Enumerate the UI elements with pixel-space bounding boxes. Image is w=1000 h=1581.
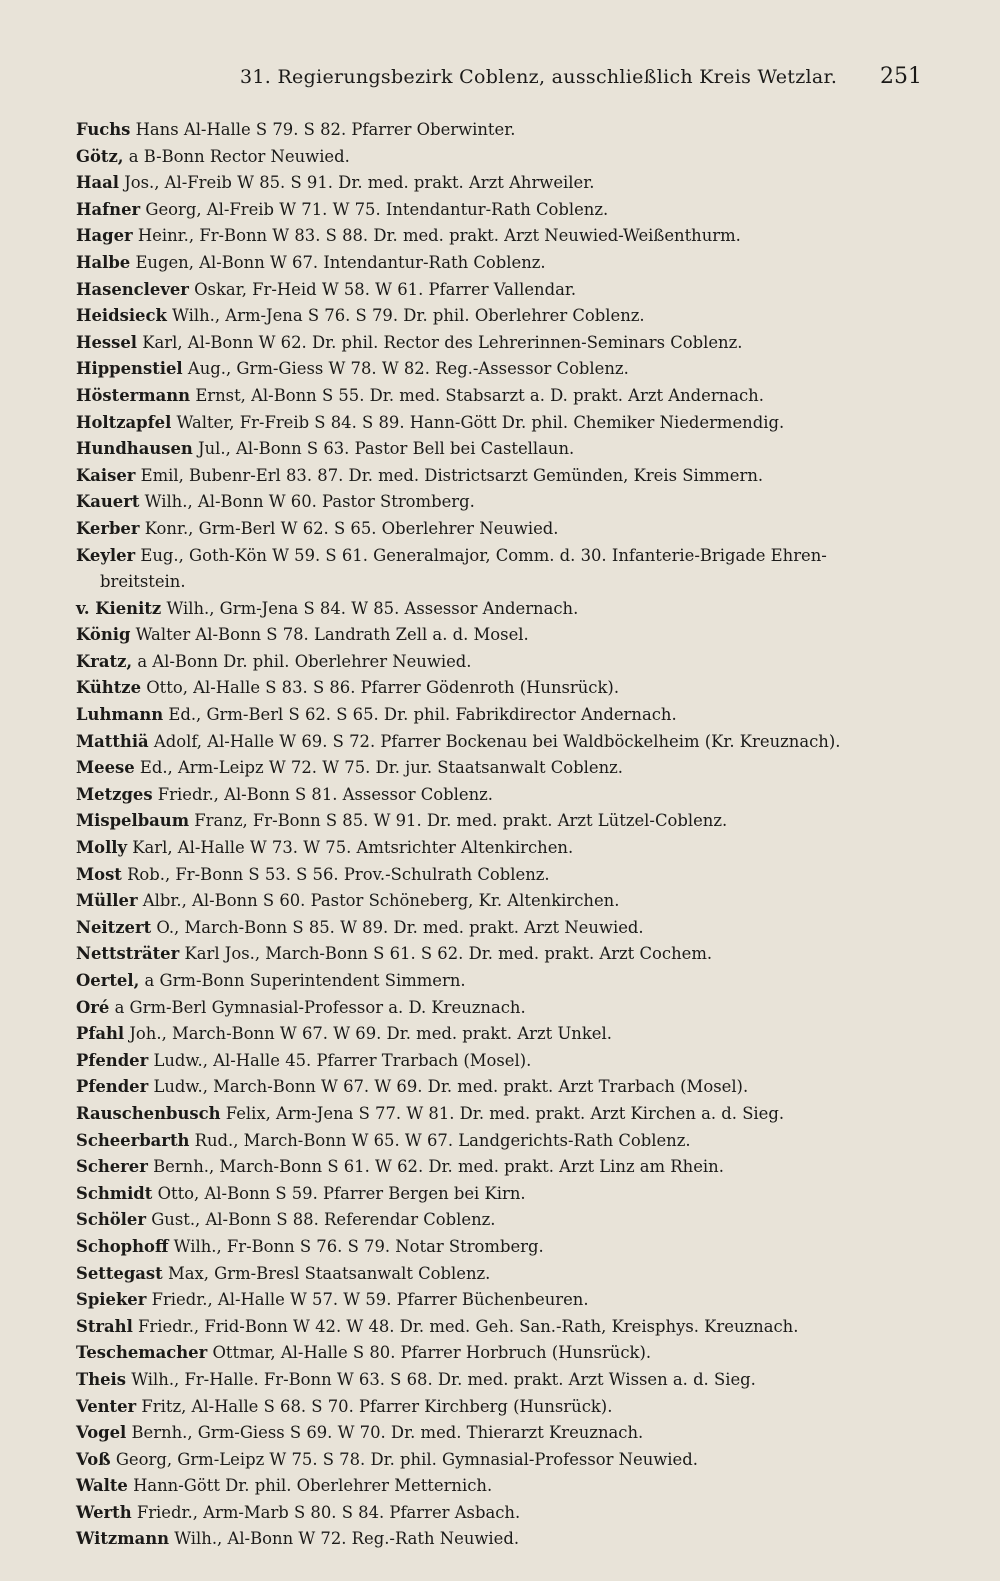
entry-surname: Holtzapfel xyxy=(76,412,172,432)
entry-details: Emil, Bubenr-Erl 83. 87. Dr. med. Districtsarzt Gemünden, Kreis Simmern. xyxy=(140,465,764,485)
list-item xyxy=(76,516,936,543)
list-item xyxy=(76,1340,936,1367)
entry-surname: Hundhausen xyxy=(76,439,193,459)
list-item xyxy=(76,1394,936,1421)
list-item xyxy=(76,330,936,357)
entry-details: Ernst, Al-Bonn S 55. Dr. med. Stabsarzt a. D. prakt. Arzt Andernach. xyxy=(195,385,764,405)
entry-details: Franz, Fr-Bonn S 85. W 91. Dr. med. prakt. Arzt Lützel-Coblenz. xyxy=(194,811,728,831)
list-item xyxy=(76,1234,936,1261)
entry-surname: Matthiä xyxy=(76,731,149,751)
entry-surname: Vogel xyxy=(76,1423,127,1443)
list-item xyxy=(76,729,936,756)
entry-details: Felix, Arm-Jena S 77. W 81. Dr. med. prakt. Arzt Kirchen a. d. Sieg. xyxy=(225,1103,785,1123)
entry-details: Friedr., Al-Halle W 57. W 59. Pfarrer Büchenbeuren. xyxy=(151,1290,589,1310)
entry-surname: Heidsieck xyxy=(76,306,167,326)
list-item xyxy=(76,941,936,968)
list-item xyxy=(76,862,936,889)
entry-details: a Grm-Bonn Superintendent Simmern. xyxy=(144,971,466,990)
entry-details: Rob., Fr-Bonn S 53. S 56. Prov.-Schulrath Coblenz. xyxy=(127,864,550,884)
entry-surname: Kerber xyxy=(76,518,140,538)
entry-details: Bernh., Grm-Giess S 69. W 70. Dr. med. Thierarzt Kreuznach. xyxy=(131,1423,644,1443)
list-item xyxy=(76,755,936,782)
list-item xyxy=(76,223,936,250)
entry-details: Ed., Arm-Leipz W 72. W 75. Dr. jur. Staatsanwalt Coblenz. xyxy=(139,758,624,778)
list-item xyxy=(76,1473,936,1500)
list-item xyxy=(76,250,936,277)
entry-details: Walter, Fr-Freib S 84. S 89. Hann-Gött Dr. phil. Chemiker Niedermendig. xyxy=(176,412,785,432)
entry-surname: Kaiser xyxy=(76,465,136,485)
list-item xyxy=(76,117,936,144)
running-title: 31. Regierungsbezirk Coblenz, ausschließlich Kreis Wetzlar. xyxy=(240,66,838,88)
entry-details: Walter Al-Bonn S 78. Landrath Zell a. d. Mosel. xyxy=(135,625,529,645)
list-item xyxy=(76,622,936,649)
list-item xyxy=(76,1367,936,1394)
entry-details: Oskar, Fr-Heid W 58. W 61. Pfarrer Vallendar. xyxy=(194,279,577,299)
entry-surname: Hafner xyxy=(76,199,141,219)
entry-list xyxy=(76,117,936,1553)
list-item xyxy=(76,1420,936,1447)
list-item xyxy=(76,702,936,729)
entry-details: Wilh., Al-Bonn W 72. Reg.-Rath Neuwied. xyxy=(174,1529,520,1549)
entry-details: Eug., Goth-Kön W 59. S 61. Generalmajor, Comm. d. 30. Infanterie-Brigade Ehren- xyxy=(140,545,827,565)
entry-details: a Al-Bonn Dr. phil. Oberlehrer Neuwied. xyxy=(137,651,472,671)
list-item xyxy=(76,675,936,702)
entry-surname: Teschemacher xyxy=(76,1343,208,1363)
list-item xyxy=(76,144,936,171)
entry-details: Hans Al-Halle S 79. S 82. Pfarrer Oberwinter. xyxy=(135,120,516,139)
list-item xyxy=(76,383,936,410)
entry-details: Gust., Al-Bonn S 88. Referendar Coblenz. xyxy=(151,1210,496,1230)
entry-details: Friedr., Arm-Marb S 80. S 84. Pfarrer Asbach. xyxy=(136,1502,521,1522)
list-item xyxy=(76,1154,936,1181)
entry-surname: Strahl xyxy=(76,1316,133,1336)
entry-details: Otto, Al-Bonn S 59. Pfarrer Bergen bei Kirn. xyxy=(157,1183,526,1203)
entry-details: Adolf, Al-Halle W 69. S 72. Pfarrer Bockenau bei Waldböckelheim (Kr. Kreuznach). xyxy=(153,731,841,751)
entry-surname: Metzges xyxy=(76,784,153,804)
entry-surname: Witzmann xyxy=(76,1529,170,1549)
entry-details: Ottmar, Al-Halle S 80. Pfarrer Horbruch (Hunsrück). xyxy=(212,1343,652,1363)
entry-surname: Meese xyxy=(76,758,135,778)
entry-details: Hann-Gött Dr. phil. Oberlehrer Metternich. xyxy=(133,1476,493,1496)
entry-surname: Schmidt xyxy=(76,1183,153,1203)
entry-surname: Pfender xyxy=(76,1050,149,1070)
list-item xyxy=(76,197,936,224)
entry-surname: Scherer xyxy=(76,1157,148,1177)
list-item xyxy=(76,543,936,596)
entry-details: Max, Grm-Bresl Staatsanwalt Coblenz. xyxy=(167,1263,491,1283)
entry-surname: Luhmann xyxy=(76,705,164,725)
entry-details: Rud., March-Bonn W 65. W 67. Landgerichts-Rath Coblenz. xyxy=(194,1130,691,1150)
entry-surname: Hager xyxy=(76,226,133,246)
entry-surname: v. Kienitz xyxy=(76,598,162,618)
list-item xyxy=(76,1500,936,1527)
list-item xyxy=(76,1287,936,1314)
entry-details: Aug., Grm-Giess W 78. W 82. Reg.-Assessor Coblenz. xyxy=(187,359,629,379)
entry-surname: Hasenclever xyxy=(76,279,189,299)
entry-details: Jul., Al-Bonn S 63. Pastor Bell bei Castellaun. xyxy=(198,439,575,459)
entry-details: Wilh., Al-Bonn W 60. Pastor Stromberg. xyxy=(144,492,475,512)
entry-surname: Götz, xyxy=(76,146,124,166)
page-number: 251 xyxy=(880,64,922,89)
list-item xyxy=(76,968,936,995)
entry-surname: Pfender xyxy=(76,1077,149,1097)
entry-surname: Hippenstiel xyxy=(76,359,183,379)
list-item xyxy=(76,1021,936,1048)
list-item xyxy=(76,1128,936,1155)
entry-surname: Theis xyxy=(76,1369,126,1389)
entry-surname: Oertel, xyxy=(76,971,140,990)
list-item xyxy=(76,808,936,835)
entry-details: Jos., Al-Freib W 85. S 91. Dr. med. prakt. Arzt Ahrweiler. xyxy=(124,173,595,193)
entry-details: O., March-Bonn S 85. W 89. Dr. med. prakt. Arzt Neuwied. xyxy=(156,917,644,937)
entry-surname: Oré xyxy=(76,997,110,1017)
entry-surname: Most xyxy=(76,864,122,884)
list-item xyxy=(76,1207,936,1234)
list-item xyxy=(76,835,936,862)
entry-details: Karl, Al-Bonn W 62. Dr. phil. Rector des Lehrerinnen-Seminars Coblenz. xyxy=(142,332,743,352)
entry-surname: Keyler xyxy=(76,545,136,565)
entry-surname: Hessel xyxy=(76,332,138,352)
entry-continuation: breitstein. xyxy=(100,572,186,592)
entry-surname: Walte xyxy=(76,1476,128,1496)
entry-details: Heinr., Fr-Bonn W 83. S 88. Dr. med. prakt. Arzt Neuwied-Weißenthurm. xyxy=(137,226,741,246)
list-item xyxy=(76,1101,936,1128)
entry-surname: Höstermann xyxy=(76,385,191,405)
entry-details: Ludw., March-Bonn W 67. W 69. Dr. med. prakt. Arzt Trarbach (Mosel). xyxy=(153,1077,749,1097)
entry-details: Georg, Grm-Leipz W 75. S 78. Dr. phil. Gymnasial-Professor Neuwied. xyxy=(115,1449,698,1469)
list-item xyxy=(76,888,936,915)
list-item xyxy=(76,1526,936,1553)
list-item xyxy=(76,277,936,304)
entry-surname: Pfahl xyxy=(76,1024,125,1044)
entry-surname: Rauschenbusch xyxy=(76,1103,221,1123)
entry-surname: Werth xyxy=(76,1502,132,1522)
page-header xyxy=(0,62,1000,96)
entry-details: Ludw., Al-Halle 45. Pfarrer Trarbach (Mosel). xyxy=(153,1050,532,1070)
entry-surname: Kratz, xyxy=(76,651,133,671)
entry-surname: Halbe xyxy=(76,252,131,272)
entry-surname: Schophoff xyxy=(76,1236,169,1256)
list-item xyxy=(76,1261,936,1288)
entry-details: Konr., Grm-Berl W 62. S 65. Oberlehrer Neuwied. xyxy=(144,518,559,538)
entry-details: Wilh., Fr-Halle. Fr-Bonn W 63. S 68. Dr. med. prakt. Arzt Wissen a. d. Sieg. xyxy=(131,1369,756,1389)
list-item xyxy=(76,1314,936,1341)
entry-details: Wilh., Fr-Bonn S 76. S 79. Notar Stromberg. xyxy=(173,1236,544,1256)
entry-details: Wilh., Grm-Jena S 84. W 85. Assessor Andernach. xyxy=(166,598,579,618)
entry-surname: Neitzert xyxy=(76,917,152,937)
entry-details: Friedr., Al-Bonn S 81. Assessor Coblenz. xyxy=(157,784,494,804)
entry-details: Karl, Al-Halle W 73. W 75. Amtsrichter Altenkirchen. xyxy=(132,838,574,858)
entry-surname: Mispelbaum xyxy=(76,811,190,831)
list-item xyxy=(76,1447,936,1474)
entry-details: Bernh., March-Bonn S 61. W 62. Dr. med. prakt. Arzt Linz am Rhein. xyxy=(153,1157,724,1177)
entry-surname: Venter xyxy=(76,1396,137,1416)
entry-details: Wilh., Arm-Jena S 76. S 79. Dr. phil. Oberlehrer Coblenz. xyxy=(172,306,645,326)
list-item xyxy=(76,782,936,809)
entry-surname: Schöler xyxy=(76,1210,146,1230)
entry-surname: Kühtze xyxy=(76,678,142,698)
list-item xyxy=(76,356,936,383)
list-item xyxy=(76,170,936,197)
entry-details: Karl Jos., March-Bonn S 61. S 62. Dr. med. prakt. Arzt Cochem. xyxy=(184,944,713,964)
entry-surname: Kauert xyxy=(76,492,140,512)
list-item xyxy=(76,995,936,1022)
entry-surname: Voß xyxy=(76,1449,111,1469)
entry-details: Georg, Al-Freib W 71. W 75. Intendantur-Rath Coblenz. xyxy=(145,199,609,219)
entry-surname: König xyxy=(76,625,131,645)
entry-details: Albr., Al-Bonn S 60. Pastor Schöneberg, Kr. Altenkirchen. xyxy=(142,891,620,911)
entry-surname: Spieker xyxy=(76,1290,147,1310)
list-item xyxy=(76,1181,936,1208)
entry-surname: Molly xyxy=(76,838,128,858)
entry-details: a Grm-Berl Gymnasial-Professor a. D. Kreuznach. xyxy=(114,997,526,1017)
entry-details: a B-Bonn Rector Neuwied. xyxy=(128,146,350,166)
entry-details: Otto, Al-Halle S 83. S 86. Pfarrer Gödenroth (Hunsrück). xyxy=(146,678,620,698)
list-item xyxy=(76,1074,936,1101)
entry-surname: Fuchs xyxy=(76,120,131,139)
list-item xyxy=(76,596,936,623)
entry-surname: Haal xyxy=(76,173,119,193)
entry-details: Fritz, Al-Halle S 68. S 70. Pfarrer Kirchberg (Hunsrück). xyxy=(141,1396,613,1416)
list-item xyxy=(76,915,936,942)
entry-details: Eugen, Al-Bonn W 67. Intendantur-Rath Coblenz. xyxy=(135,252,546,272)
list-item xyxy=(76,303,936,330)
list-item xyxy=(76,649,936,676)
entry-surname: Nettsträter xyxy=(76,944,180,964)
list-item xyxy=(76,436,936,463)
list-item xyxy=(76,463,936,490)
entry-surname: Müller xyxy=(76,891,138,911)
list-item xyxy=(76,410,936,437)
entry-details: Friedr., Frid-Bonn W 42. W 48. Dr. med. Geh. San.-Rath, Kreisphys. Kreuznach. xyxy=(138,1316,799,1336)
entry-surname: Settegast xyxy=(76,1263,163,1283)
entry-details: Ed., Grm-Berl S 62. S 65. Dr. phil. Fabrikdirector Andernach. xyxy=(168,705,677,725)
list-item xyxy=(76,1048,936,1075)
list-item xyxy=(76,489,936,516)
entry-details: Joh., March-Bonn W 67. W 69. Dr. med. prakt. Arzt Unkel. xyxy=(129,1024,612,1044)
entry-surname: Scheerbarth xyxy=(76,1130,190,1150)
